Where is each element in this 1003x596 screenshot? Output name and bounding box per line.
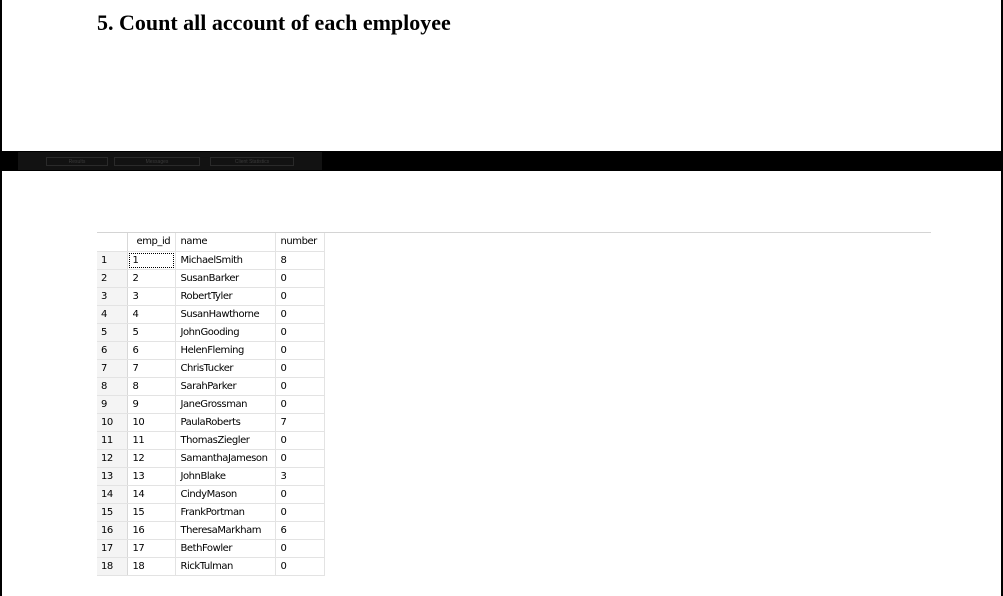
row-number-cell[interactable]: 4 bbox=[97, 305, 127, 323]
name-cell[interactable]: FrankPortman bbox=[175, 503, 275, 521]
table-row[interactable] bbox=[97, 341, 324, 359]
number-cell[interactable]: 8 bbox=[275, 251, 324, 269]
name-cell[interactable]: SusanBarker bbox=[175, 269, 275, 287]
row-number-cell[interactable]: 13 bbox=[97, 467, 127, 485]
grid-body bbox=[97, 251, 324, 575]
row-number-cell[interactable]: 18 bbox=[97, 557, 127, 575]
number-cell[interactable]: 0 bbox=[275, 269, 324, 287]
row-number-cell[interactable]: 17 bbox=[97, 539, 127, 557]
name-cell[interactable]: RickTulman bbox=[175, 557, 275, 575]
table-row[interactable] bbox=[97, 413, 324, 431]
row-number-cell[interactable]: 3 bbox=[97, 287, 127, 305]
number-cell[interactable]: 0 bbox=[275, 341, 324, 359]
name-cell[interactable]: ChrisTucker bbox=[175, 359, 275, 377]
client-statistics-tab-button[interactable]: Client Statistics bbox=[210, 157, 294, 166]
section-heading: 5. Count all account of each employee bbox=[97, 10, 451, 35]
results-tab-button[interactable]: Results bbox=[46, 157, 108, 166]
name-cell[interactable]: PaulaRoberts bbox=[175, 413, 275, 431]
number-cell[interactable]: 0 bbox=[275, 359, 324, 377]
emp-id-cell[interactable]: 9 bbox=[127, 395, 175, 413]
row-number-cell[interactable]: 14 bbox=[97, 485, 127, 503]
table-row[interactable] bbox=[97, 323, 324, 341]
table-row[interactable] bbox=[97, 251, 324, 269]
name-cell[interactable]: JohnBlake bbox=[175, 467, 275, 485]
number-cell[interactable]: 0 bbox=[275, 539, 324, 557]
number-cell[interactable]: 0 bbox=[275, 287, 324, 305]
table-row[interactable] bbox=[97, 521, 324, 539]
row-number-header[interactable] bbox=[97, 233, 127, 251]
name-cell[interactable]: SarahParker bbox=[175, 377, 275, 395]
table-row[interactable] bbox=[97, 269, 324, 287]
number-cell[interactable]: 3 bbox=[275, 467, 324, 485]
emp-id-cell[interactable]: 18 bbox=[127, 557, 175, 575]
table-row[interactable] bbox=[97, 467, 324, 485]
name-cell[interactable]: CindyMason bbox=[175, 485, 275, 503]
emp-id-cell[interactable]: 14 bbox=[127, 485, 175, 503]
emp-id-cell[interactable]: 3 bbox=[127, 287, 175, 305]
column-header-name[interactable]: name bbox=[175, 233, 275, 251]
row-number-cell[interactable]: 15 bbox=[97, 503, 127, 521]
row-number-cell[interactable]: 12 bbox=[97, 449, 127, 467]
name-cell[interactable]: JaneGrossman bbox=[175, 395, 275, 413]
emp-id-cell[interactable]: 4 bbox=[127, 305, 175, 323]
table-row[interactable] bbox=[97, 557, 324, 575]
emp-id-cell[interactable]: 13 bbox=[127, 467, 175, 485]
number-cell[interactable]: 0 bbox=[275, 449, 324, 467]
emp-id-cell[interactable]: 17 bbox=[127, 539, 175, 557]
row-number-cell[interactable]: 16 bbox=[97, 521, 127, 539]
row-number-cell[interactable]: 10 bbox=[97, 413, 127, 431]
row-number-cell[interactable]: 8 bbox=[97, 377, 127, 395]
number-cell[interactable]: 0 bbox=[275, 431, 324, 449]
table-row[interactable] bbox=[97, 395, 324, 413]
table-row[interactable] bbox=[97, 359, 324, 377]
table-row[interactable] bbox=[97, 377, 324, 395]
table-row[interactable] bbox=[97, 431, 324, 449]
name-cell[interactable]: JohnGooding bbox=[175, 323, 275, 341]
row-number-cell[interactable]: 5 bbox=[97, 323, 127, 341]
row-number-cell[interactable]: 2 bbox=[97, 269, 127, 287]
name-cell[interactable]: SamanthaJameson bbox=[175, 449, 275, 467]
table-row[interactable] bbox=[97, 449, 324, 467]
column-header-number[interactable]: number bbox=[275, 233, 324, 251]
number-cell[interactable]: 0 bbox=[275, 485, 324, 503]
results-toolbar bbox=[18, 152, 322, 170]
number-cell[interactable]: 0 bbox=[275, 557, 324, 575]
emp-id-cell[interactable]: 2 bbox=[127, 269, 175, 287]
name-cell[interactable]: MichaelSmith bbox=[175, 251, 275, 269]
column-header-emp-id[interactable] bbox=[127, 233, 175, 251]
table-row[interactable] bbox=[97, 287, 324, 305]
name-cell[interactable]: SusanHawthorne bbox=[175, 305, 275, 323]
table-row[interactable] bbox=[97, 503, 324, 521]
name-cell[interactable]: TheresaMarkham bbox=[175, 521, 275, 539]
results-grid[interactable] bbox=[97, 233, 325, 576]
row-number-cell[interactable]: 6 bbox=[97, 341, 127, 359]
number-cell[interactable]: 0 bbox=[275, 395, 324, 413]
number-cell[interactable]: 0 bbox=[275, 323, 324, 341]
emp-id-cell[interactable]: 11 bbox=[127, 431, 175, 449]
table-row[interactable] bbox=[97, 539, 324, 557]
name-cell[interactable]: BethFowler bbox=[175, 539, 275, 557]
emp-id-cell[interactable]: 5 bbox=[127, 323, 175, 341]
row-number-cell[interactable]: 1 bbox=[97, 251, 127, 269]
grid-header-row bbox=[97, 233, 324, 251]
number-cell[interactable]: 0 bbox=[275, 305, 324, 323]
emp-id-cell[interactable]: 10 bbox=[127, 413, 175, 431]
emp-id-cell[interactable]: 6 bbox=[127, 341, 175, 359]
emp-id-cell[interactable]: 8 bbox=[127, 377, 175, 395]
row-number-cell[interactable]: 11 bbox=[97, 431, 127, 449]
name-cell[interactable]: ThomasZiegler bbox=[175, 431, 275, 449]
column-header-label: emp_id bbox=[136, 236, 171, 248]
emp-id-cell[interactable]: 7 bbox=[127, 359, 175, 377]
row-number-cell[interactable]: 9 bbox=[97, 395, 127, 413]
emp-id-cell[interactable]: 16 bbox=[127, 521, 175, 539]
table-row[interactable] bbox=[97, 305, 324, 323]
number-cell[interactable]: 6 bbox=[275, 521, 324, 539]
messages-tab-button[interactable]: Messages bbox=[114, 157, 200, 166]
table-row[interactable] bbox=[97, 485, 324, 503]
name-cell[interactable]: HelenFleming bbox=[175, 341, 275, 359]
emp-id-cell[interactable]: 12 bbox=[127, 449, 175, 467]
number-cell[interactable]: 7 bbox=[275, 413, 324, 431]
name-cell[interactable]: RobertTyler bbox=[175, 287, 275, 305]
number-cell[interactable]: 0 bbox=[275, 377, 324, 395]
emp-id-cell[interactable]: 15 bbox=[127, 503, 175, 521]
number-cell[interactable]: 0 bbox=[275, 503, 324, 521]
row-number-cell[interactable]: 7 bbox=[97, 359, 127, 377]
emp-id-cell[interactable]: 1 bbox=[127, 251, 175, 269]
